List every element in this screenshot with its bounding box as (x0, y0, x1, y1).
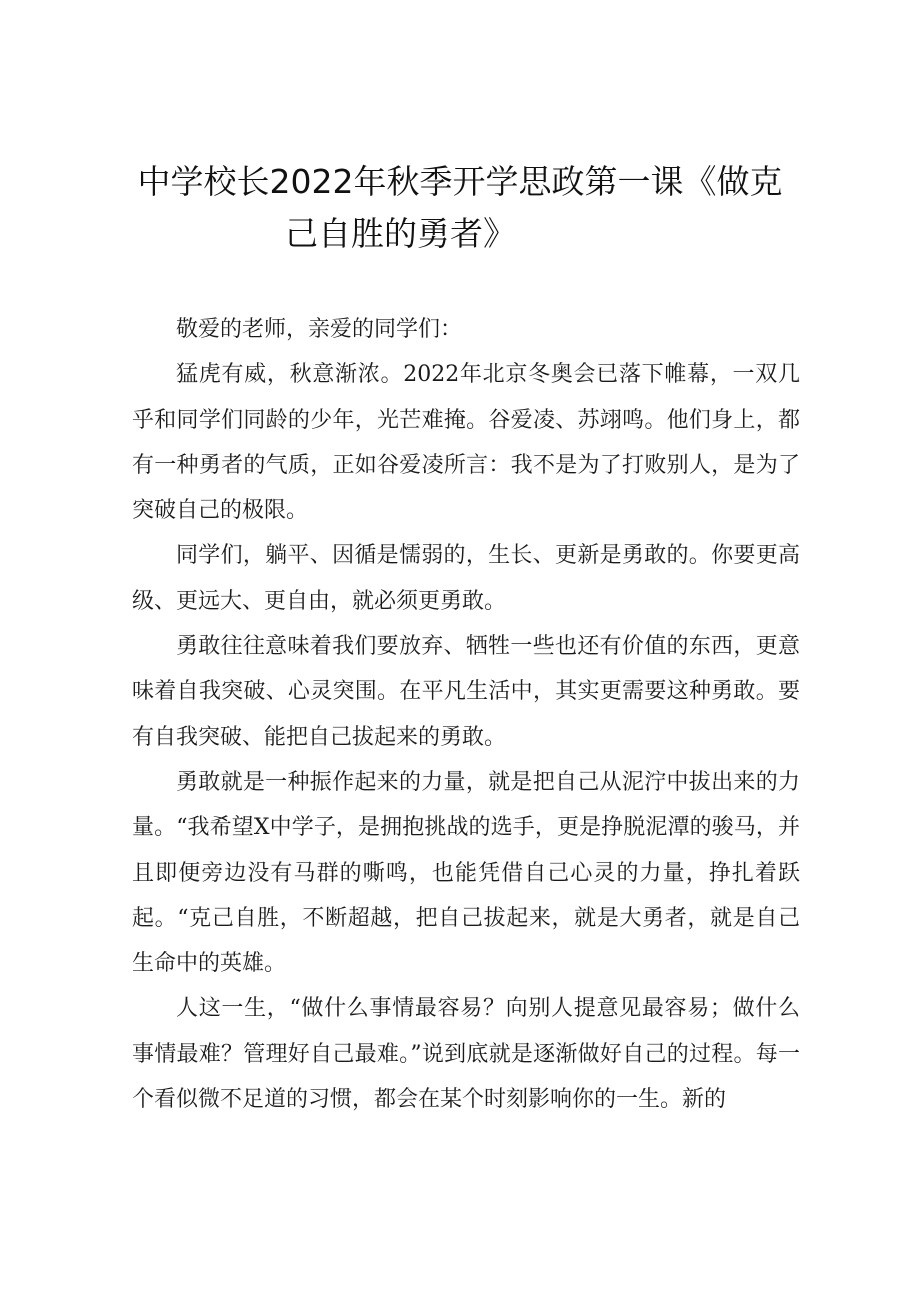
salutation-paragraph: 敬爱的老师，亲爱的同学们： (176, 317, 463, 342)
title-line-2: 己自胜的勇者》 (285, 214, 516, 253)
body-paragraph-4: 勇敢就是一种振作起来的力量，就是把自己从泥泞中拔出来的力量。“我希望X中学子，是拥抱挑战的选手，更是挣脱泥潭的骏马，并且即便旁边没有马群的嘶鸣，也能凭借自己心灵的力量，挣扎着跃起。“克己自胜，不断超越，把自己拔起来，就是大勇者，就是自己生命中的英雄。 (132, 769, 800, 977)
title-line-1: 中学校长2022年秋季开学思政第一课《做克 (137, 162, 783, 201)
document-title (100, 156, 820, 260)
body-paragraph-5: 人这一生，“做什么事情最容易？向别人提意见最容易；做什么事情最难？管理好自己最难。”说到底就是逐渐做好自己的过程。每一个看似微不足道的习惯，都会在某个时刻影响你的一生。新的 (132, 996, 800, 1113)
body-paragraph-1: 猛虎有威，秋意渐浓。2022年北京冬奥会已落下帷幕，一双几乎和同学们同龄的少年，光芒难掩。谷爱凌、苏翊鸣。他们身上，都有一种勇者的气质，正如谷爱凌所言：我不是为了打败别人，是为了突破自己的极限。 (132, 362, 800, 524)
body-paragraph-2: 同学们，躺平、因循是懦弱的，生长、更新是勇敢的。你要更高级、更远大、更自由，就必须更勇敢。 (132, 543, 800, 614)
body-paragraph-3: 勇敢往往意味着我们要放弃、牺牲一些也还有价值的东西，更意味着自我突破、心灵突围。在平凡生活中，其实更需要这种勇敢。要有自我突破、能把自己拔起来的勇敢。 (132, 634, 800, 750)
document-body (132, 307, 800, 1122)
